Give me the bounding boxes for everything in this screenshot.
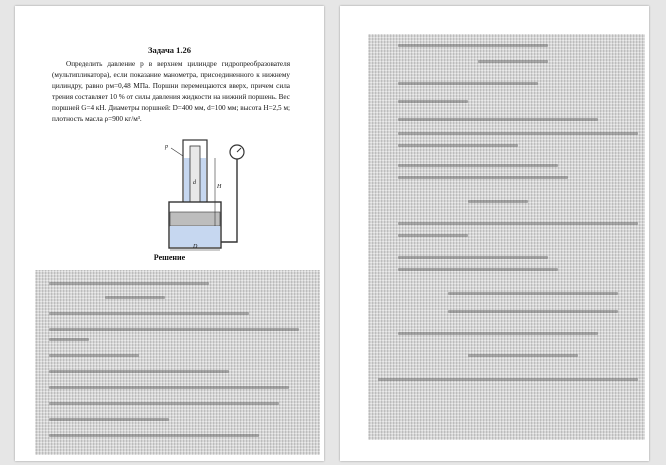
solution-heading: Решение (153, 253, 186, 262)
problem-title: Задача 1.26 (148, 45, 191, 55)
blurred-solution-area (35, 270, 320, 455)
problem-statement: Определить давление p в верхнем цилиндре гидропреобразователя (мультипликатора), если показание манометра, присоединенного к нижнему цилиндру, равно pм=0,48 МПа. Поршни перемещаются вверх, причем сила трения составляет 10 % от силы давления жидкости на нижний поршень. Вес поршней G=4 кН. Диаметры поршней: D=400 мм, d=100 мм; высота H=2,5 м; плотность масла ρ=900 кг/м³. (52, 60, 290, 123)
label-p: p (165, 144, 168, 150)
label-H: H (217, 184, 222, 190)
label-d: d (193, 180, 196, 186)
label-D: D (193, 244, 198, 250)
lower-piston (170, 212, 220, 226)
multiplier-diagram (151, 138, 255, 254)
blurred-solution-continued (368, 34, 645, 440)
manometer-pipe (221, 158, 237, 242)
